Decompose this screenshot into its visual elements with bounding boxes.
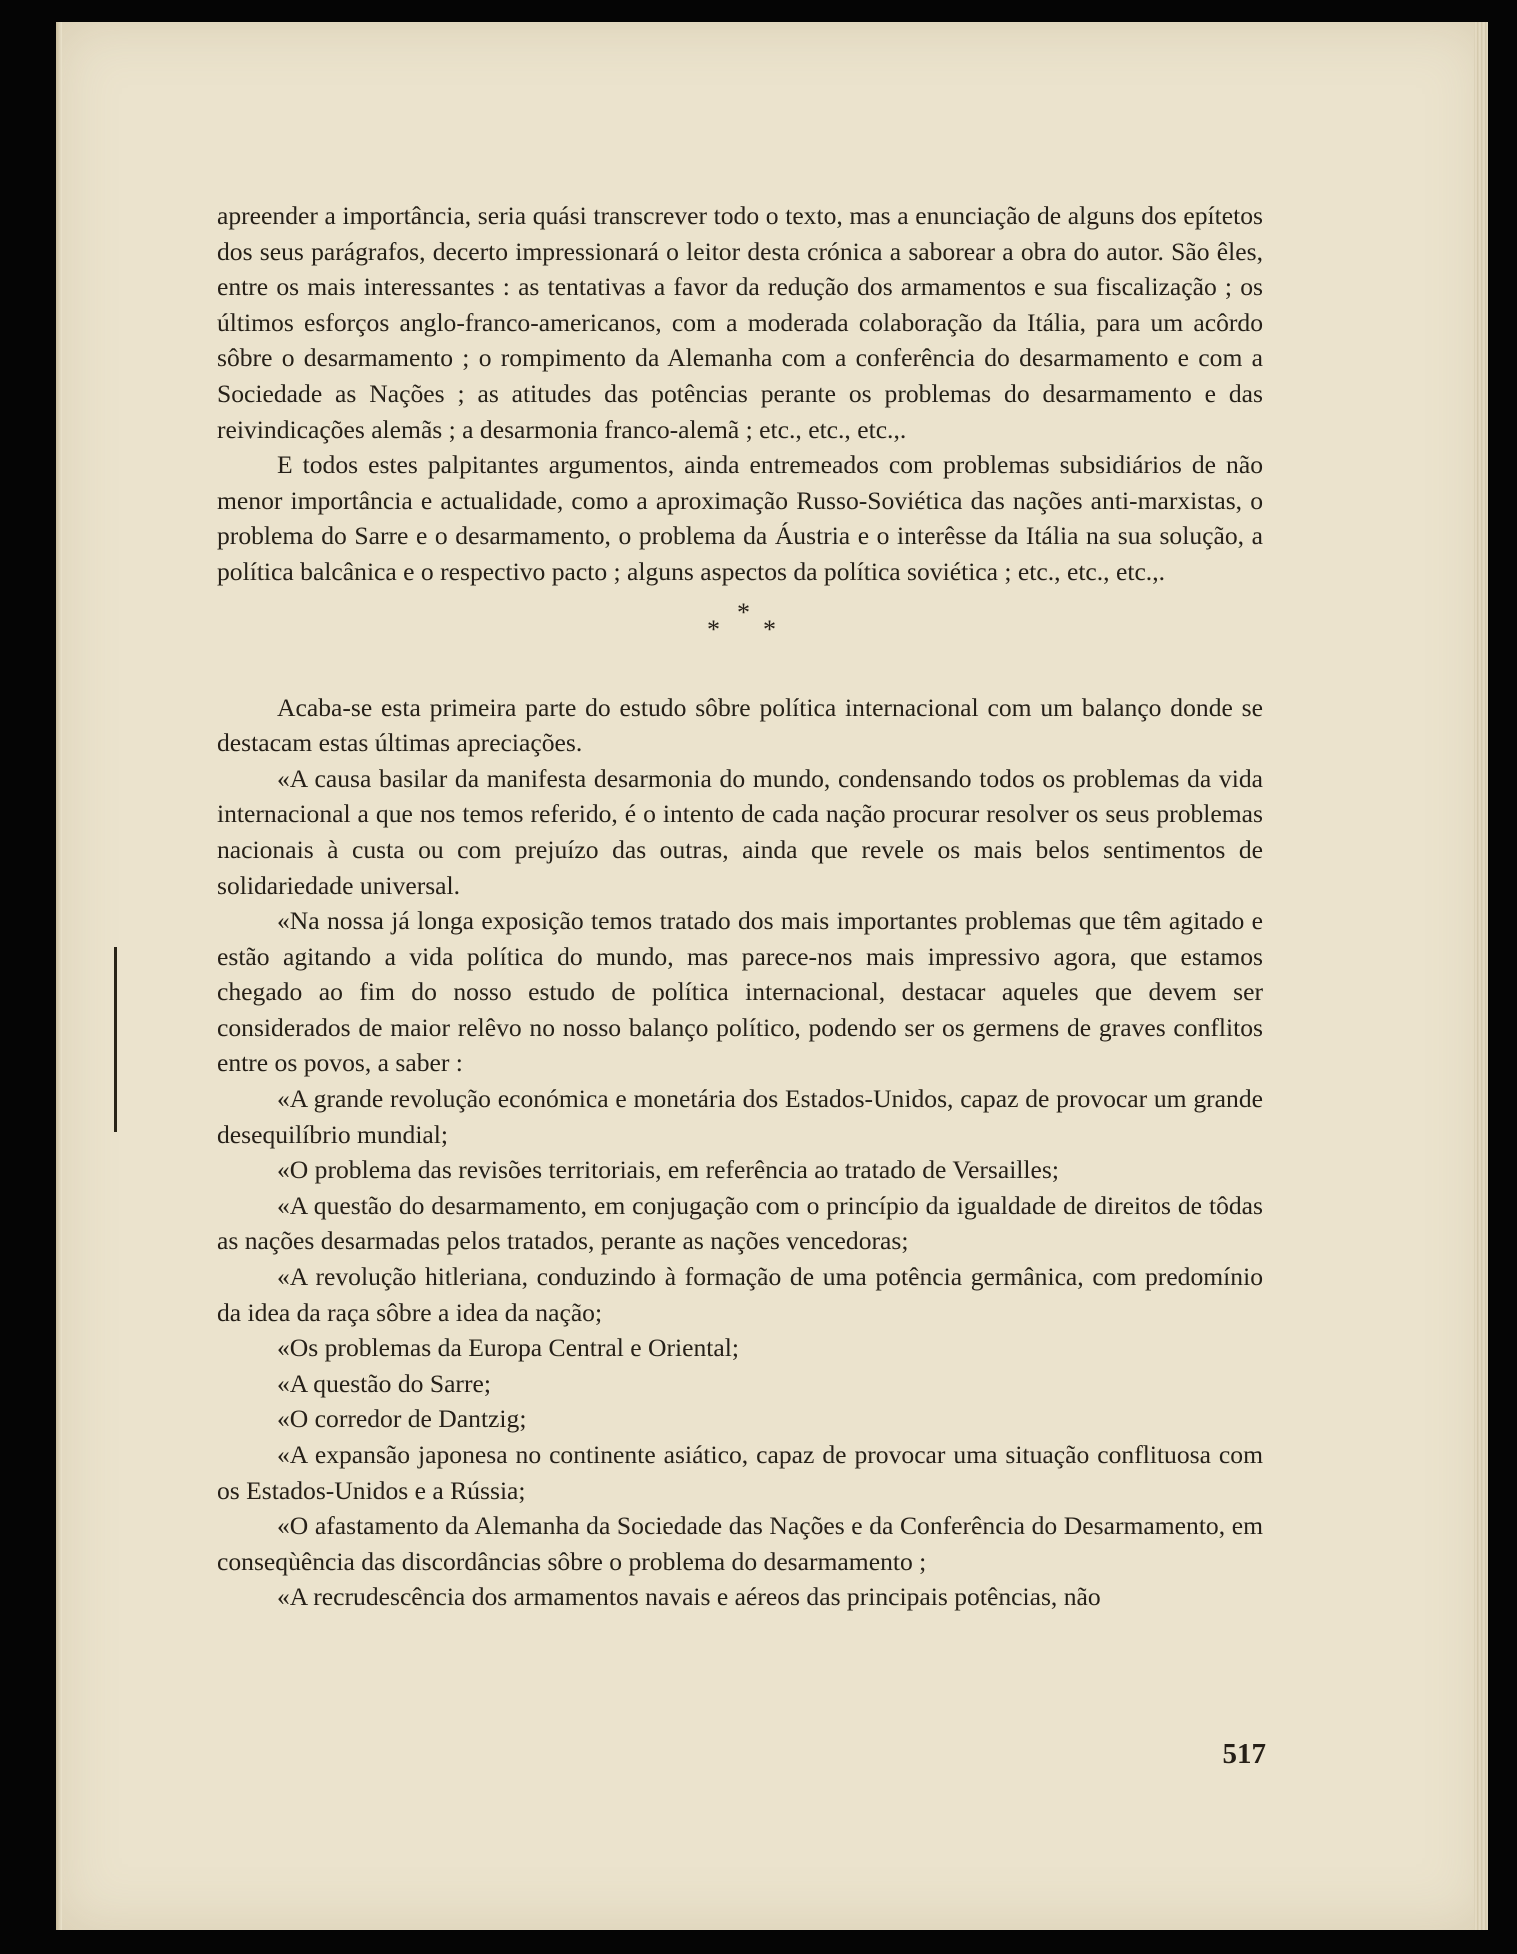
list-entry: «A questão do desarmamento, em conjugação com o princípio da igualdade de direitos de tôdas as nações desarmadas pelos tratados, perante as nações vencedoras; xyxy=(217,1190,1263,1256)
page-spine-shadow xyxy=(56,22,62,1930)
paragraph: Acaba-se esta primeira parte do estudo sôbre política internacional com um balanço donde se destacam estas últimas apreciações. xyxy=(217,692,1263,758)
body-text xyxy=(217,198,1263,1615)
list-entry: «A revolução hitleriana, conduzindo à formação de uma potência germânica, com predomínio da idea da raça sôbre a idea da nação; xyxy=(217,1262,1263,1327)
list-entry: «A grande revolução económica e monetária dos Estados-Unidos, capaz de provocar um grande desequilíbrio mundial; xyxy=(217,1084,1263,1149)
paragraph: apreender a importância, seria quási transcrever todo o texto, mas a enunciação de alguns dos epítetos dos seus parágrafos, decerto impressionará o leitor desta crónica a saborear a obra do autor. São êles, entre os mais interessantes : as tentativas a favor da redução dos armamentos e sua fiscalização ; os últimos esforços anglo-franco-americanos, com a moderada colaboração da Itália, para um acôrdo sôbre o desarmamento ; o rompimento da Alemanha com a conferência do desarmamento e com a Sociedade as Nações ; as atitudes das potências perante os problemas do desarmamento e das reivindicações alemãs ; a desarmonia franco-alemã ; etc., etc., etc.,. xyxy=(217,201,1263,444)
quoted-paragraph: «Na nossa já longa exposição temos tratado dos mais importantes problemas que têm agitado e estão agitando a vida política do mundo, mas parece-nos mais impressivo agora, que estamos chegado ao fim do nosso estudo de política internacional, destacar aqueles que devem ser considerados de maior relêvo no nosso balanço político, podendo ser os germens de graves conflitos entre os povos, a saber : xyxy=(217,906,1263,1078)
list-entry: «O corredor de Dantzig; xyxy=(277,1404,527,1434)
list-entry: «O problema das revisões territoriais, em referência ao tratado de Versailles; xyxy=(277,1155,1059,1185)
page-number: 517 xyxy=(1222,1738,1266,1770)
list-entry: «O afastamento da Alemanha da Sociedade das Nações e da Conferência do Desarmamento, em conseqùência das discordâncias sôbre o problema do desarmamento ; xyxy=(217,1511,1263,1576)
margin-mark xyxy=(114,947,117,1132)
page-stack-edge xyxy=(1474,22,1488,1930)
asterisk: * xyxy=(763,614,776,644)
asterisk: * xyxy=(737,597,750,627)
paragraph: E todos estes palpitantes argumentos, ainda entremeados com problemas subsidiários de não menor importância e actualidade, como a aproximação Russo-Soviética das nações anti-marxistas, o problema do Sarre e o desarmamento, o problema da Áustria e o interêsse da Itália na sua solução, a política balcânica e o respectivo pacto ; alguns aspectos da política soviética ; etc., etc., etc.,. xyxy=(217,450,1263,586)
list-entry: «A expansão japonesa no continente asiático, capaz de provocar uma situação conflituosa com os Estados-Unidos e a Rússia; xyxy=(217,1440,1263,1505)
list-entry: «Os problemas da Europa Central e Oriental; xyxy=(277,1333,739,1363)
quoted-paragraph: «A causa basilar da manifesta desarmonia do mundo, condensando todos os problemas da vida internacional a que nos temos referido, é o intento de cada nação procurar resolver os seus problemas nacionais à custa ou com prejuízo das outras, ainda que revele os mais belos sentimentos de solidariedade universal. xyxy=(217,763,1263,900)
list-entry: «A recrudescência dos armamentos navais e aéreos das principais potências, não xyxy=(277,1582,1101,1612)
asterisk: * xyxy=(707,614,720,644)
list-entry: «A questão do Sarre; xyxy=(277,1368,491,1398)
section-separator xyxy=(217,590,1263,690)
